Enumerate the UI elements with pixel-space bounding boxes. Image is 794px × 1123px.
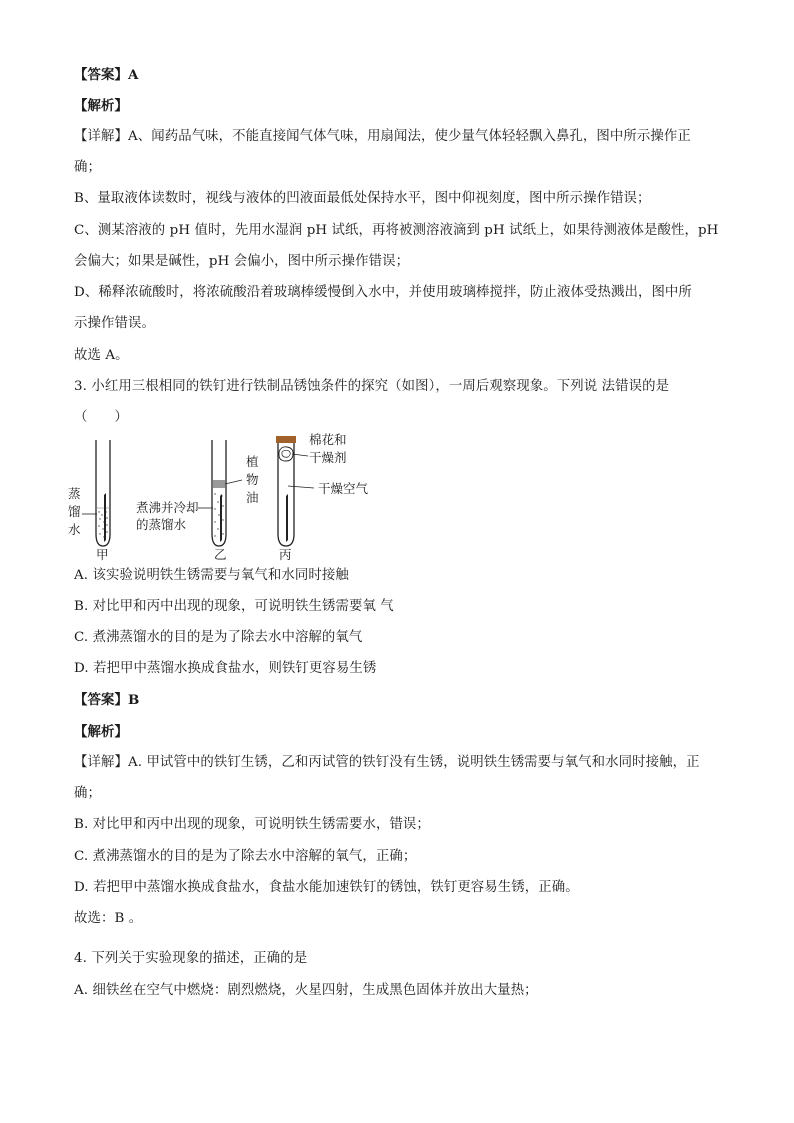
answer-label: 【答案】B [74, 692, 140, 708]
tube-yi-oil-label: 植 [246, 454, 259, 469]
tube-bing-label: 棉花和 [309, 432, 347, 447]
tube-bing [276, 432, 369, 562]
nail-icon [220, 494, 222, 542]
question-3-paren: （ ） [74, 410, 128, 425]
tube-bing-label: 干燥空气 [318, 481, 369, 496]
nail-icon [286, 494, 288, 542]
cotton-desiccant [279, 447, 293, 461]
detail-line: D、稀释浓硫酸时，将浓硫酸沿着玻璃棒缓慢倒入水中，并使用玻璃棒搅拌，防止液体受热溅出，图中所 [74, 285, 692, 300]
detail-line: 确； [74, 786, 101, 801]
tube-jia-label: 水 [68, 522, 81, 537]
tube-bing-name: 丙 [279, 547, 292, 562]
option-b: B. 对比甲和丙中出现的现象，可说明铁生锈需要氧 气 [74, 599, 394, 614]
detail-line: B. 对比甲和丙中出现的现象，可说明铁生锈需要水，错误； [74, 817, 430, 832]
question-4-option-a: A. 细铁丝在空气中燃烧：剧烈燃烧，火星四射，生成黑色固体并放出大量热； [74, 983, 538, 998]
test-tube-figure [66, 430, 386, 562]
conclusion-line: 故选 A。 [74, 348, 129, 363]
tube-yi-oil-label: 物 [246, 472, 259, 487]
question-3-stem: 3. 小红用三根相同的铁钉进行铁制品锈蚀条件的探究（如图），一周后观察现象。下列说 法错误的是 [74, 379, 670, 394]
detail-line: 示操作错误。 [74, 316, 155, 331]
tube-bing-label: 干燥剂 [309, 450, 347, 465]
tube-yi-name: 乙 [214, 547, 227, 562]
analysis-label: 【解析】 [74, 724, 128, 740]
option-d: D. 若把甲中蒸馏水换成食盐水，则铁钉更容易生锈 [74, 661, 377, 676]
detail-line: C、测某溶液的 pH 值时，先用水湿润 pH 试纸，再将被测溶液滴到 pH 试纸上，如果待测液体是酸性，pH [74, 223, 719, 238]
option-a: A. 该实验说明铁生锈需要与氧气和水同时接触 [74, 568, 349, 583]
tube-yi-oil-label: 油 [246, 490, 259, 505]
analysis-label: 【解析】 [74, 98, 128, 114]
detail-line: C. 煮沸蒸馏水的目的是为了除去水中溶解的氧气，正确； [74, 849, 417, 864]
answer-label: 【答案】A [74, 67, 139, 83]
tube-yi-label: 煮沸并冷却 [136, 500, 199, 515]
tube-jia-name: 甲 [96, 547, 109, 562]
tube-jia [68, 440, 110, 562]
tube-yi-label: 的蒸馏水 [136, 517, 187, 532]
tube-jia-label: 蒸 [68, 486, 81, 501]
detail-line: 确； [74, 160, 101, 175]
oil-layer [213, 480, 225, 488]
option-c: C. 煮沸蒸馏水的目的是为了除去水中溶解的氧气 [74, 630, 363, 645]
detail-line: B、量取液体读数时，视线与液体的凹液面最低处保持水平，图中仰视刻度，图中所示操作错误； [74, 191, 651, 206]
detail-line: 会偏大；如果是碱性，pH 会偏小，图中所示操作错误； [74, 254, 410, 269]
detail-line: D. 若把甲中蒸馏水换成食盐水，食盐水能加速铁钉的锈蚀，铁钉更容易生锈，正确。 [74, 880, 579, 895]
tube-jia-label: 馏 [68, 504, 81, 519]
nail-icon [104, 493, 106, 542]
detail-line: 【详解】A、闻药品气味，不能直接闻气体气味，用扇闻法，使少量气体轻轻飘入鼻孔，图中所示操作正 [74, 129, 691, 144]
conclusion-line: 故选：B 。 [74, 911, 143, 926]
tube-yi [136, 440, 259, 562]
question-4-stem: 4. 下列关于实验现象的描述，正确的是 [74, 951, 308, 966]
detail-line: 【详解】A. 甲试管中的铁钉生锈，乙和丙试管的铁钉没有生锈，说明铁生锈需要与氧气和水同时接触，正 [74, 755, 700, 770]
stopper [276, 436, 296, 443]
